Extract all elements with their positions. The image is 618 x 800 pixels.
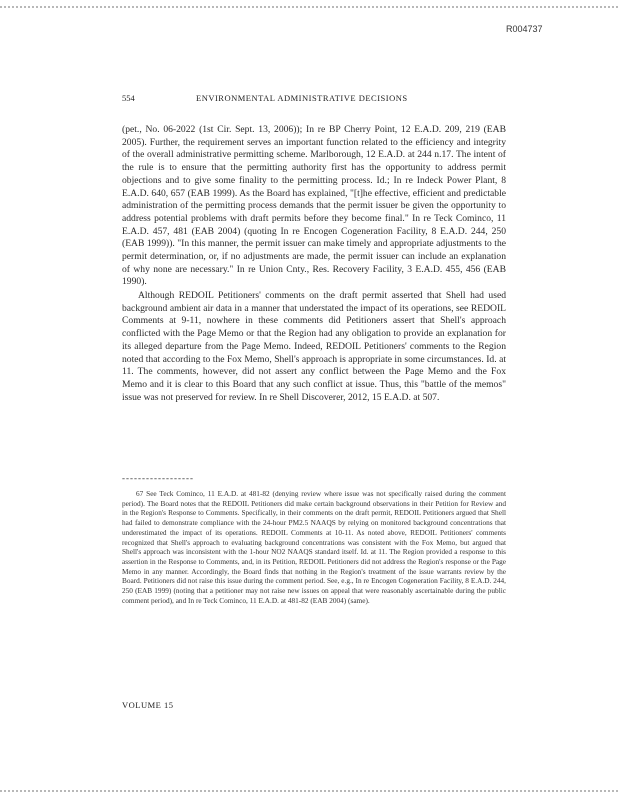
scan-edge-bottom	[0, 790, 618, 795]
running-title: ENVIRONMENTAL ADMINISTRATIVE DECISIONS	[196, 93, 408, 103]
page-number: 554	[122, 93, 135, 103]
volume-label: VOLUME 15	[122, 700, 174, 710]
body-paragraph-2: Although REDOIL Petitioners' comments on the draft permit asserted that Shell had used background ambient air data in a manner that understated the impact of its operations, see REDOIL Comments at 9-11, nowhere in these comments did Petitioners assert that Shell's approach conflicted with the Page Memo or that the Region had any obligation to provide an explanation for its alleged departure from the Page Memo. Indeed, REDOIL Petitioners' comments to the Region noted that according to the Fox Memo, Shell's approach is appropriate in some circumstances. Id. at 11. The comments, however, did not assert any conflict between the Page Memo and the Fox Memo and it is clear to this Board that any such conflict at issue. Thus, this "battle of the memos" issue was not preserved for review. In re Shell Discoverer, 2012, 15 E.A.D. at 507.	[122, 290, 506, 403]
footnote: 67 See Teck Cominco, 11 E.A.D. at 481-82 (denying review where issue was not specifically raised during the comment period). The Board notes that the REDOIL Petitioners did make certain background observations in their Petition for Review and in the Region's Response to Comments. Specifically, in their comments on the draft permit, REDOIL Petitioners argued that Shell had failed to demonstrate compliance with the 24-hour PM2.5 NAAQS by relying on monitored background concentrations that underestimated the impact of its operations. REDOIL Comments at 10-11. As noted above, REDOIL Petitioners' comments recognized that Shell's approach to evaluating background concentrations was consistent with the Fox Memo, but argued that Shell's approach was inconsistent with the 1-hour NO2 NAAQS standard itself. Id. at 11. The Region provided a response to this assertion in the Response to Comments, and, in its Petition, REDOIL Petitioners did not address the Region's response or the Page Memo in any manner. Accordingly, the Board finds that nothing in the Region's treatment of the issue warrants review by the Board. Petitioners did not raise this issue during the comment period. See, e.g., In re Encogen Cogeneration Facility, 8 E.A.D. 244, 250 (EAB 1999) (noting that a petitioner may not raise new issues on appeal that were reasonably ascertainable during the public comment period), and In re Teck Cominco, 11 E.A.D. at 481-82 (EAB 2004) (same).	[122, 489, 506, 605]
footnote-separator: ------------------	[122, 473, 194, 483]
scan-edge-top	[0, 6, 618, 11]
bates-number: R004737	[506, 24, 543, 34]
body-paragraph-1: (pet., No. 06-2022 (1st Cir. Sept. 13, 2006)); In re BP Cherry Point, 12 E.A.D. 209, 219 (EAB 2005). Further, the requirement serves an important function related to the efficiency and integrity of the overall administrative permitting scheme. Marlborough, 12 E.A.D. at 244 n.17. The intent of the rule is to ensure that the permitting authority first has the opportunity to address permit objections and to give some finality to the permitting process. Id.; In re Indeck Power Plant, 8 E.A.D. 640, 657 (EAB 1999). As the Board has explained, "[t]he effective, efficient and predictable administration of the permitting process demands that the permit issuer be given the opportunity to address potential problems with draft permits before they become final." In re Teck Cominco, 11 E.A.D. 457, 481 (EAB 2004) (quoting In re Encogen Cogeneration Facility, 8 E.A.D. 244, 250 (EAB 1999)). "In this manner, the permit issuer can make timely and appropriate adjustments to the permit determination, or, if no adjustments are made, the permit issuer can include an explanation of why none are necessary." In re Union Cnty., Res. Recovery Facility, 3 E.A.D. 455, 456 (EAB 1990).	[122, 124, 506, 288]
